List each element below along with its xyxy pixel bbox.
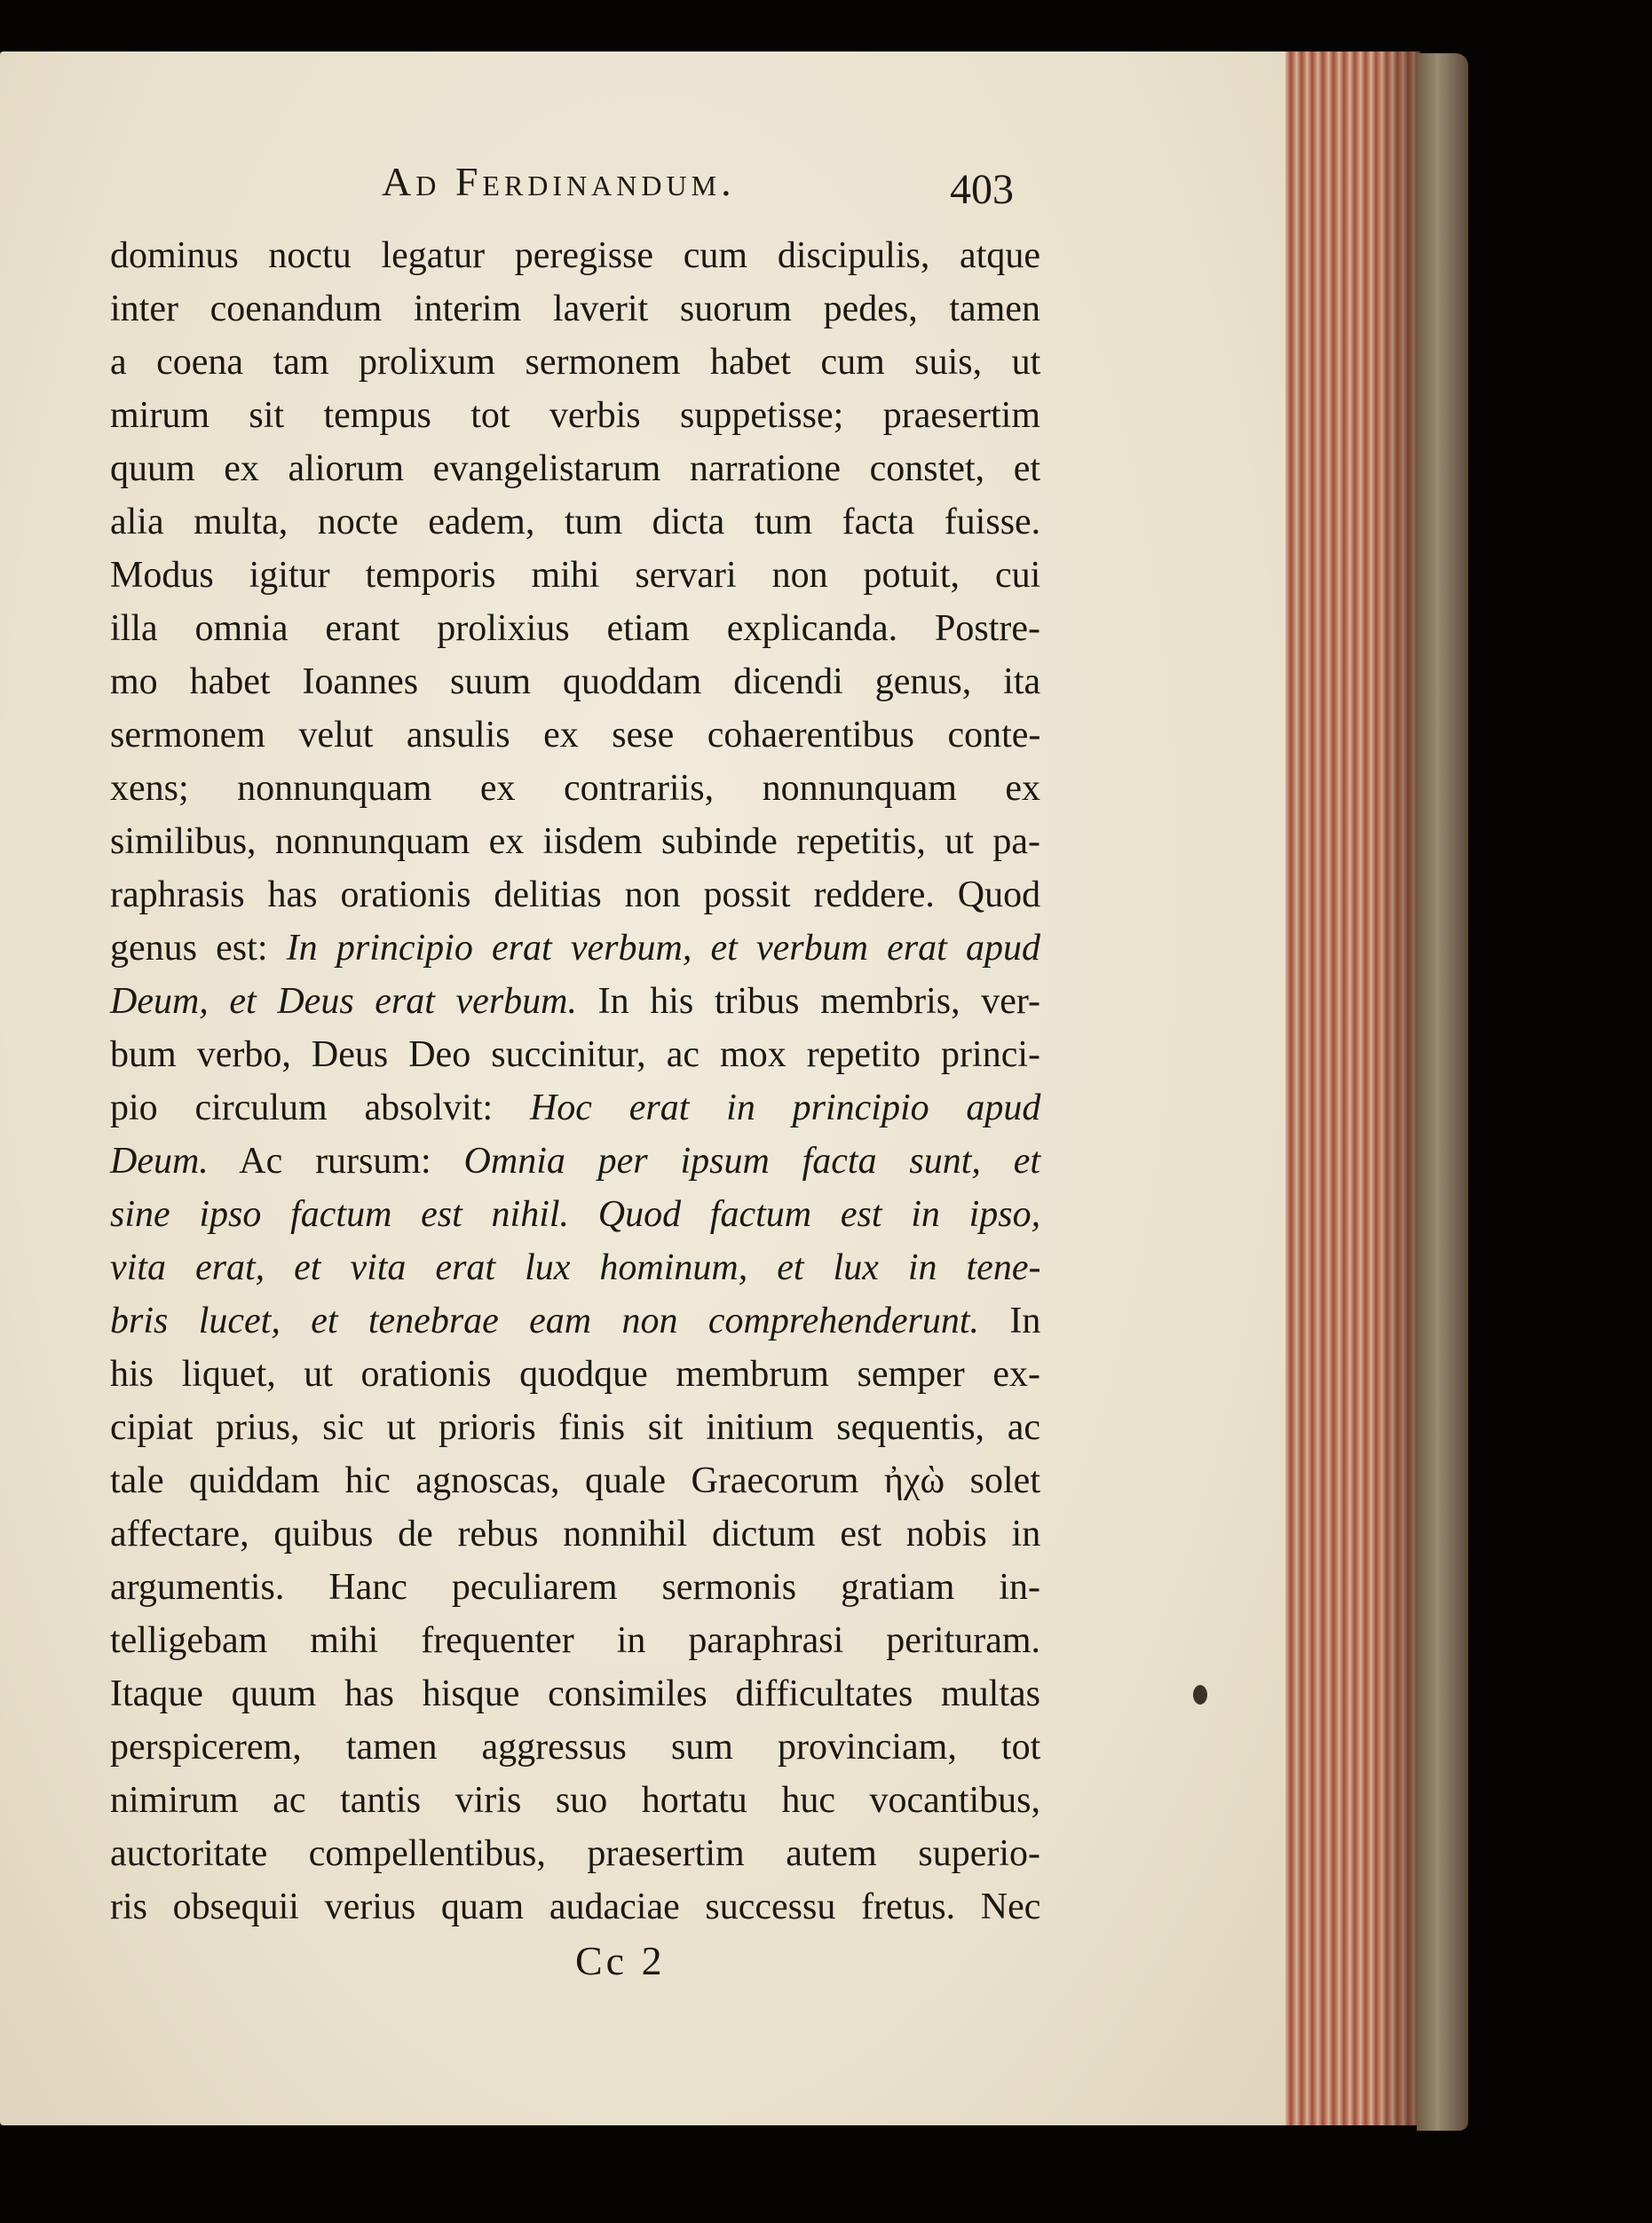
text-segment: Modus igitur temporis mihi servari non potuit, cui [110, 555, 1041, 596]
text-segment: pio circulum absolvit: [110, 1088, 530, 1128]
italic-text-segment: Omnia per ipsum facta sunt, et [463, 1141, 1041, 1182]
text-line [110, 336, 1040, 389]
text-line [110, 1454, 1040, 1507]
italic-text-segment: sine ipso factum est nihil. Quod factum est in ipso, [110, 1194, 1041, 1235]
text-segment: mirum sit tempus tot verbis suppetisse; praesertim [110, 395, 1040, 436]
ink-blot [1193, 1685, 1207, 1705]
text-line [110, 655, 1040, 708]
text-segment: mo habet Ioannes suum quoddam dicendi genus, ita [110, 661, 1041, 702]
text-segment: quum ex aliorum evangelistarum narratione constet, et [110, 448, 1040, 489]
text-line [110, 495, 1040, 549]
page-header [0, 158, 1287, 220]
text-segment: In [979, 1301, 1041, 1341]
italic-text-segment: vita erat, et vita erat lux hominum, et lux in tene- [110, 1247, 1041, 1288]
text-line [110, 1614, 1040, 1667]
text-line [110, 389, 1040, 442]
italic-text-segment: Hoc erat in principio apud [529, 1088, 1041, 1128]
text-line [110, 229, 1040, 282]
text-line [110, 442, 1040, 495]
page-number: 403 [950, 166, 1014, 213]
italic-text-segment: Deum, et Deus erat verbum. [110, 981, 577, 1022]
text-line [110, 549, 1040, 602]
text-segment: Itaque quum has hisque consimiles difficultates multas [110, 1673, 1040, 1714]
text-segment: a coena tam prolixum sermonem habet cum suis, ut [110, 342, 1041, 383]
text-line [110, 602, 1040, 655]
text-line [110, 1401, 1040, 1454]
text-segment: genus est: [110, 928, 287, 969]
italic-text-segment: bris lucet, et tenebrae eam non comprehenderunt. [110, 1301, 980, 1341]
text-segment: cipiat prius, sic ut prioris finis sit initium sequentis, ac [110, 1407, 1041, 1448]
text-segment: ris obsequii verius quam audaciae successu fretus. Nec [110, 1887, 1041, 1927]
text-line [110, 1081, 1040, 1135]
body-text [110, 229, 1040, 1934]
text-line [110, 762, 1040, 815]
text-line [110, 1827, 1040, 1880]
running-head: Ad Ferdinandum. [382, 159, 736, 204]
text-line [110, 1135, 1040, 1188]
text-segment: inter coenandum interim laverit suorum pedes, tamen [110, 289, 1040, 329]
text-line [110, 975, 1040, 1028]
text-line [110, 1348, 1040, 1401]
text-line [110, 708, 1040, 762]
text-line [110, 922, 1040, 975]
text-segment: illa omnia erant prolixius etiam explicanda. Postre- [110, 608, 1040, 649]
text-segment: tale quiddam hic agnoscas, quale Graecorum ἠχὼ solet [110, 1460, 1040, 1501]
text-line [110, 868, 1040, 922]
text-segment: affectare, quibus de rebus nonnihil dictum est nobis in [110, 1514, 1041, 1555]
page-block-edges [1285, 51, 1420, 2125]
text-segment: argumentis. Hanc peculiarem sermonis gratiam in- [110, 1567, 1040, 1608]
text-line [110, 1294, 1040, 1348]
text-segment: In his tribus membris, ver- [577, 981, 1040, 1022]
text-segment: his liquet, ut orationis quodque membrum semper ex- [110, 1354, 1040, 1395]
text-line [110, 1241, 1040, 1294]
text-segment: dominus noctu legatur peregisse cum discipulis, atque [110, 235, 1040, 276]
text-line [110, 815, 1040, 868]
text-line [110, 1561, 1040, 1614]
text-segment: sermonem velut ansulis ex sese cohaerentibus conte- [110, 715, 1041, 756]
text-line [110, 1880, 1040, 1934]
text-segment: telligebam mihi frequenter in paraphrasi perituram. [110, 1620, 1040, 1661]
text-segment: xens; nonnunquam ex contrariis, nonnunquam ex [110, 768, 1040, 809]
text-segment: similibus, nonnunquam ex iisdem subinde repetitis, ut pa- [110, 821, 1040, 862]
text-line [110, 1774, 1040, 1827]
text-line [110, 1507, 1040, 1561]
text-segment: auctoritate compellentibus, praesertim autem superio- [110, 1833, 1040, 1874]
text-line [110, 1028, 1040, 1081]
text-segment: nimirum ac tantis viris suo hortatu huc vocantibus, [110, 1780, 1040, 1821]
text-line [110, 1188, 1040, 1241]
italic-text-segment: Deum. [110, 1141, 209, 1182]
text-line [110, 1721, 1040, 1774]
text-segment: bum verbo, Deus Deo succinitur, ac mox repetito princi- [110, 1034, 1040, 1075]
text-segment: Ac rursum: [208, 1141, 464, 1182]
italic-text-segment: In principio erat verbum, et verbum erat apud [286, 928, 1040, 969]
text-segment: alia multa, nocte eadem, tum dicta tum facta fuisse. [110, 502, 1041, 542]
text-line [110, 1667, 1040, 1721]
text-segment: perspicerem, tamen aggressus sum provinciam, tot [110, 1727, 1041, 1768]
book-cover [1417, 53, 1468, 2131]
text-line [110, 282, 1040, 336]
signature-mark: Cc 2 [575, 1938, 666, 1983]
text-segment: raphrasis has orationis delitias non possit reddere. Quod [110, 874, 1041, 915]
